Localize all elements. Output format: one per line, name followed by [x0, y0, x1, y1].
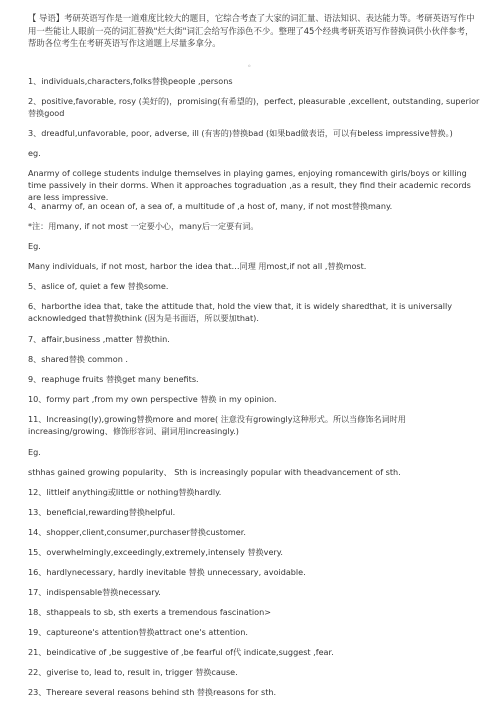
paragraph-item: 17、indispensable替换necessary.	[28, 587, 161, 597]
paragraph-item: 2、positive,favorable, rosy (美好的)，promising(有希望的)，perfect, pleasurable ,excellent, outstanding, superior替换good	[28, 96, 480, 118]
paragraph-item: Eg.	[28, 241, 41, 251]
paragraph-item: Many individuals, if not most, harbor the idea that…同理 用most,if not all ,替换most.	[28, 261, 367, 271]
paragraph-item: 22、giverise to, lead to, result in, trigger 替换cause.	[28, 667, 238, 677]
paragraph-item: 14、shopper,client,consumer,purchaser替换customer.	[28, 527, 246, 537]
paragraph-item: 7、affair,business ,matter 替换thin.	[28, 334, 170, 344]
paragraph-item: 21、beindicative of ,be suggestive of ,be fearful of代 indicate,suggest ,fear.	[28, 647, 334, 657]
paragraph-item: 16、hardlynecessary, hardly inevitable 替换 unnecessary, avoidable.	[28, 567, 306, 577]
paragraph-item: 11、Increasing(ly),growing替换more and more( 注意没有growingly这种形式。所以当修饰名词时用increasing/growing、修饰形容词、副词用increasingly.)	[28, 414, 406, 436]
paragraph-item: 19、captureone's attention替换attract one's attention.	[28, 627, 248, 637]
separator-mark: 。	[248, 60, 255, 68]
paragraph-item: 15、overwhelmingly,exceedingly,extremely,intensely 替换very.	[28, 547, 283, 557]
paragraph-item: 5、aslice of, quiet a few 替换some.	[28, 281, 169, 291]
paragraph-item: 4、anarmy of, an ocean of, a sea of, a multitude of ,a host of, many, if not most替换many.	[28, 201, 393, 211]
paragraph-item: 18、sthappeals to sb, sth exerts a tremendous fascination>	[28, 607, 272, 617]
paragraph-item: 8、shared替换 common .	[28, 354, 128, 364]
paragraph-item: Eg.	[28, 447, 41, 457]
paragraph-item: 3、dreadful,unfavorable, poor, adverse, ill (有害的)替换bad (如果bad做表语，可以有beless impressive替换。)	[28, 128, 453, 138]
paragraph-item: 9、reaphuge fruits 替换get many benefits.	[28, 374, 199, 384]
paragraph-item: 13、beneficial,rewarding替换helpful.	[28, 507, 176, 517]
paragraph-item: *注：用many, if not most 一定要小心，many后一定要有词。	[28, 221, 259, 231]
paragraph-item: sthhas gained growing popularity、 Sth is increasingly popular with theadvancement of sth.	[28, 467, 401, 477]
intro-paragraph: 【 导语】考研英语写作是一道难度比较大的题目，它综合考查了大家的词汇量、语法知识、表达能力等。考研英语写作中用一些能让人眼前一亮的词汇替换"烂大街"词汇会给写作添色不少。整理了45个经典考研英语写作替换词供小伙伴参考，帮助各位考生在考研英语写作这道题上尽量多拿分。	[28, 13, 475, 48]
paragraph-item: eg.	[28, 148, 41, 158]
paragraph-item: Anarmy of college students indulge themselves in playing games, enjoying romancewith girls/boys or killing time passively in their dorms. When it approaches tograduation ,as a result, they find their academic records are less impressive.	[28, 168, 471, 202]
paragraph-item: 23、Thereare several reasons behind sth 替换reasons for sth.	[28, 687, 277, 697]
paragraph-item: 12、littleif anything或little or nothing替换hardly.	[28, 487, 222, 497]
paragraph-item: 6、harborthe idea that, take the attitude that, hold the view that, it is widely sharedthat, it is universally acknowledged that替换think (因为是书面语，所以要加that).	[28, 301, 453, 323]
paragraph-item: 1、individuals,characters,folks替换people ,persons	[28, 76, 233, 86]
paragraph-item: 10、formy part ,from my own perspective 替换 in my opinion.	[28, 394, 277, 404]
